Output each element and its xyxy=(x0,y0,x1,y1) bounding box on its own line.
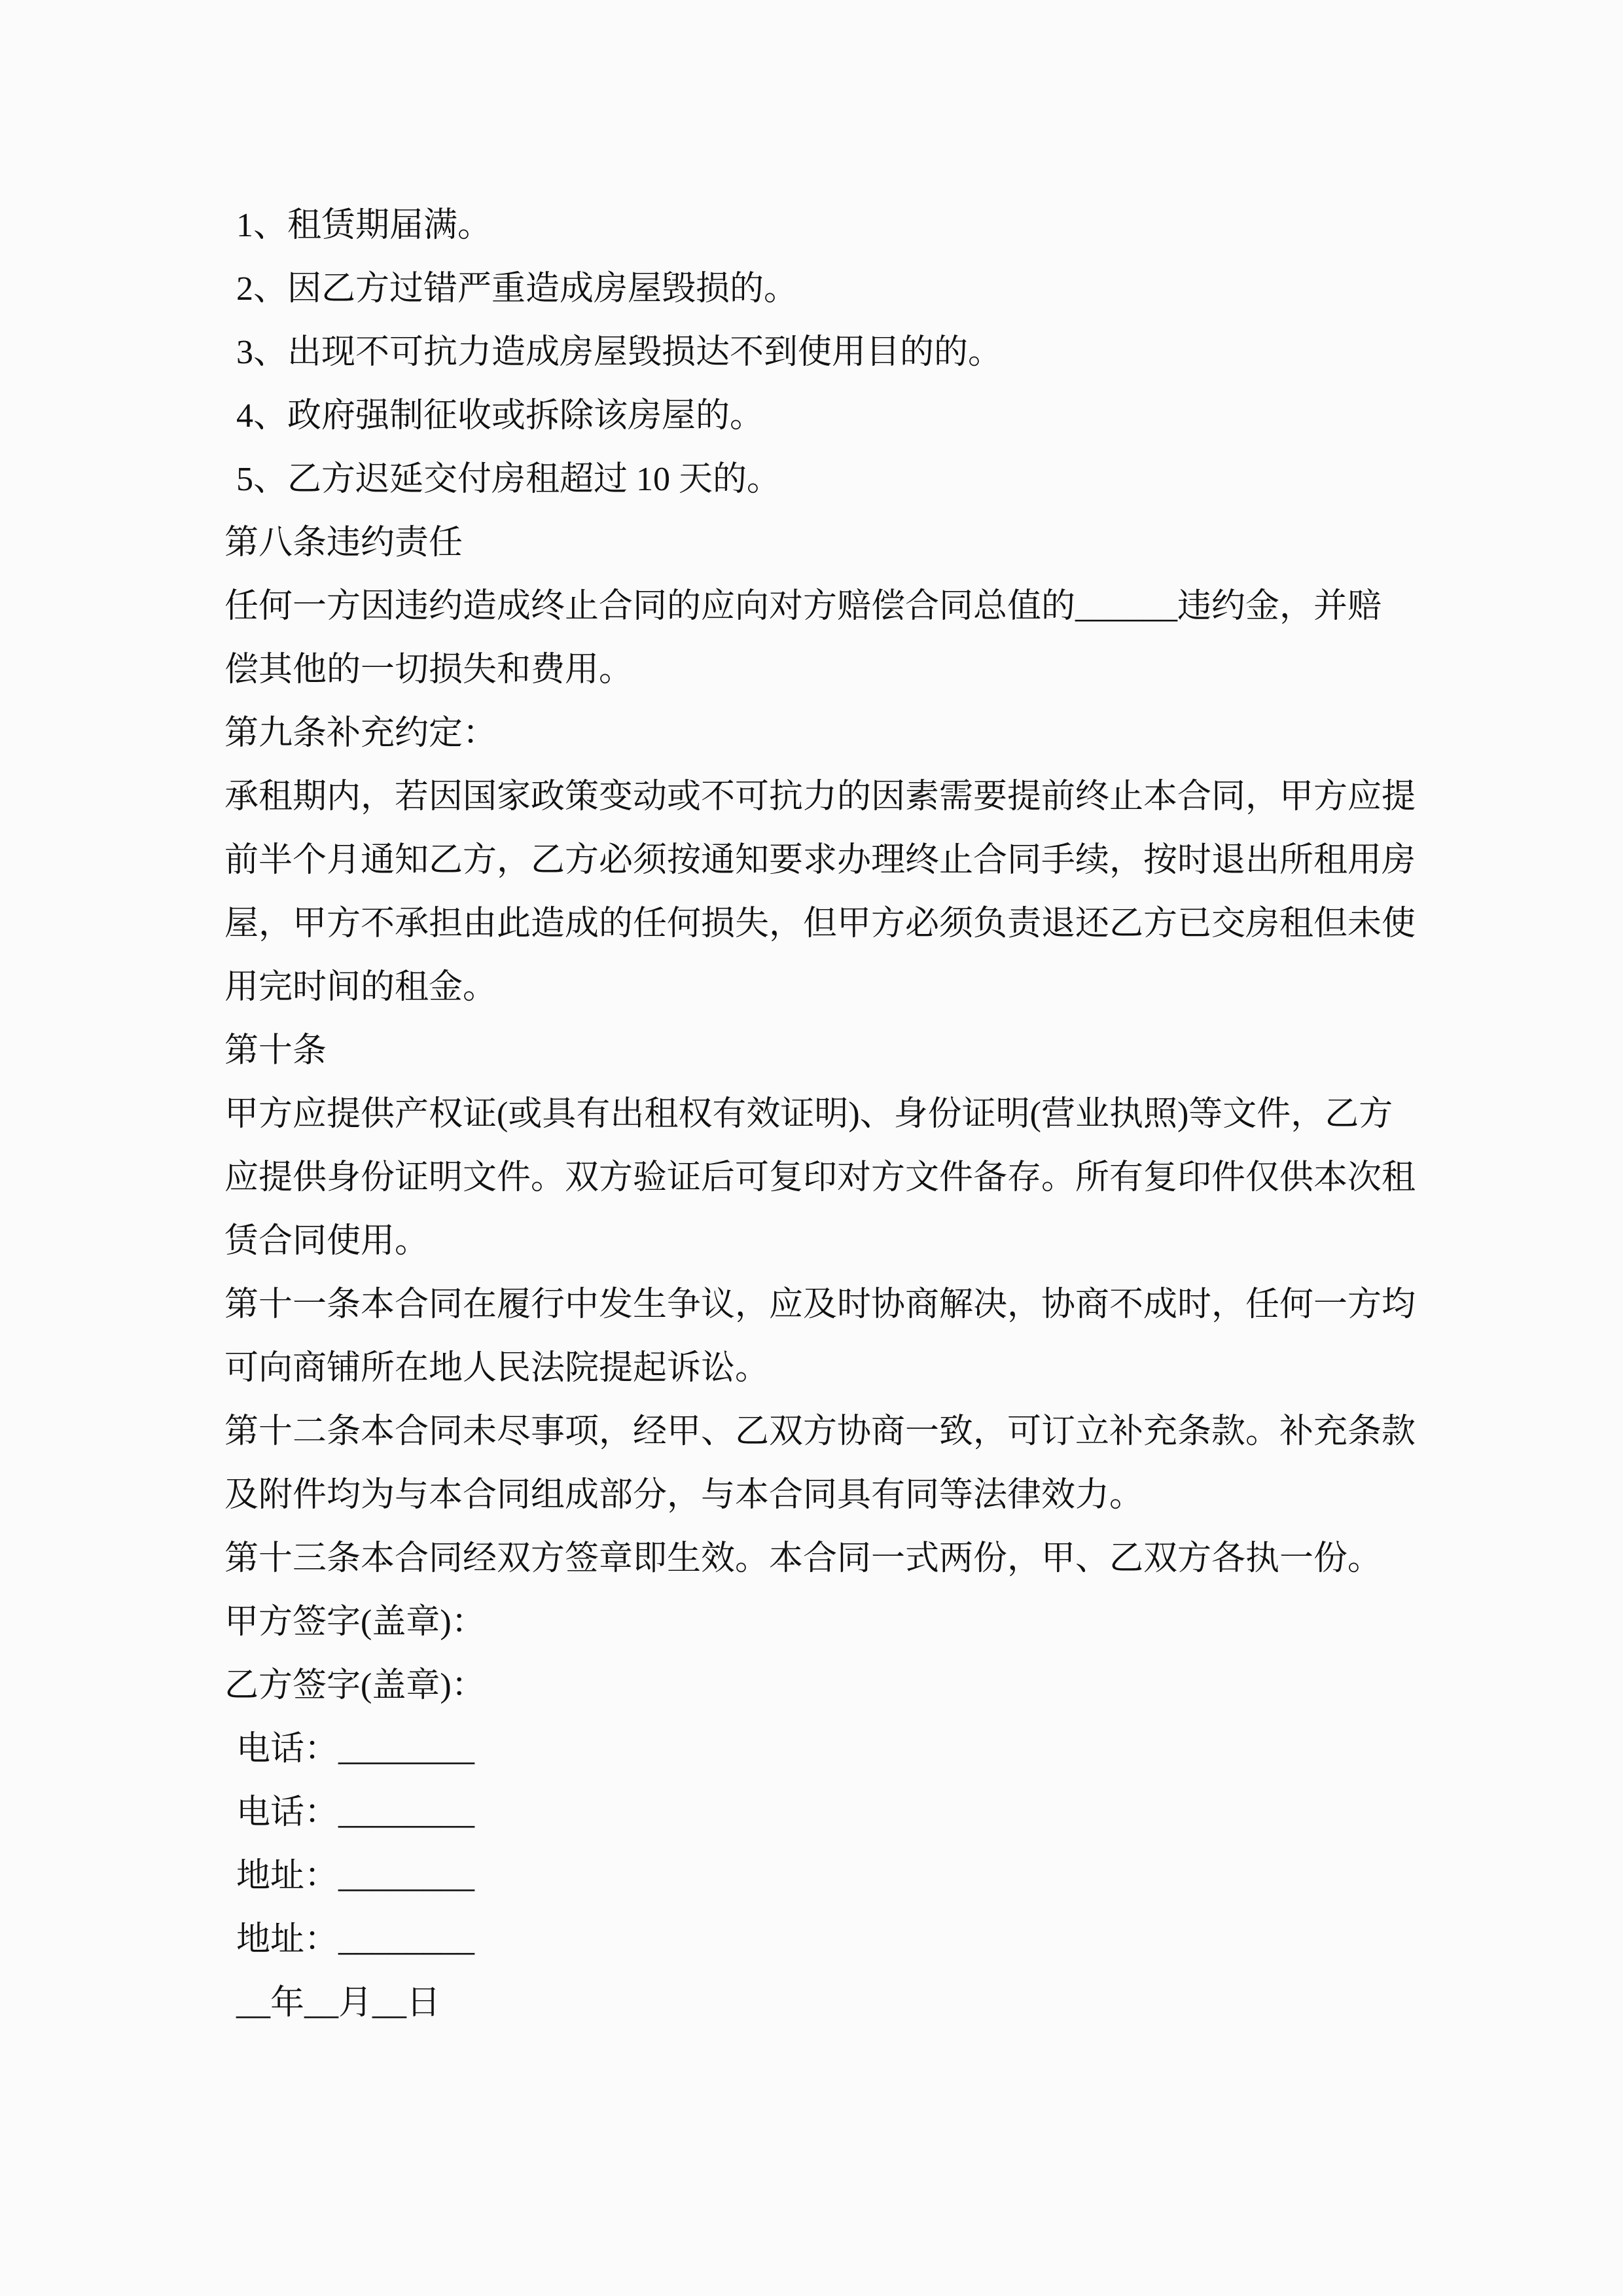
termination-item-2: 2、因乙方过错严重造成房屋毁损的。 xyxy=(236,270,798,308)
phone-blank-field-2: 电话：________ xyxy=(236,1794,475,1831)
termination-item-1: 1、租赁期届满。 xyxy=(236,207,492,244)
clause-8-body-line-1: 任何一方因违约造成终止合同的应向对方赔偿合同总值的______违约金，并赔 xyxy=(224,588,1382,625)
termination-item-4: 4、政府强制征收或拆除该房屋的。 xyxy=(236,397,764,435)
clause-13-line: 第十三条本合同经双方签章即生效。本合同一式两份，甲、乙双方各执一份。 xyxy=(224,1540,1382,1577)
clause-11-line-1: 第十一条本合同在履行中发生争议，应及时协商解决，协商不成时，任何一方均 xyxy=(224,1286,1416,1323)
date-blank-line: __年__月__日 xyxy=(236,1984,441,2022)
clause-12-line-2: 及附件均为与本合同组成部分，与本合同具有同等法律效力。 xyxy=(224,1477,1144,1514)
clause-11-line-2: 可向商铺所在地人民法院提起诉讼。 xyxy=(224,1350,770,1387)
clause-10-body-line-1: 甲方应提供产权证(或具有出租权有效证明)、身份证明(营业执照)等文件，乙方 xyxy=(224,1096,1393,1133)
clause-12-line-1: 第十二条本合同未尽事项，经甲、乙双方协商一致，可订立补充条款。补充条款 xyxy=(224,1413,1416,1450)
party-b-signature-label: 乙方签字(盖章)： xyxy=(224,1667,486,1704)
address-blank-field-1: 地址：________ xyxy=(236,1857,475,1895)
address-blank-field-2: 地址：________ xyxy=(236,1921,475,1958)
contract-text-block xyxy=(224,194,1418,2035)
clause-9-body-line-3: 屋，甲方不承担由此造成的任何损失，但甲方必须负责退还乙方已交房租但未使 xyxy=(224,905,1416,942)
clause-10-body-line-2: 应提供身份证明文件。双方验证后可复印对方文件备存。所有复印件仅供本次租 xyxy=(224,1159,1416,1196)
clause-9-body-line-4: 用完时间的租金。 xyxy=(224,969,497,1006)
clause-8-body-line-2: 偿其他的一切损失和费用。 xyxy=(224,651,633,689)
clause-9-body-line-1: 承租期内，若因国家政策变动或不可抗力的因素需要提前终止本合同，甲方应提 xyxy=(224,778,1416,816)
clause-10-heading: 第十条 xyxy=(224,1032,327,1069)
termination-item-3: 3、出现不可抗力造成房屋毁损达不到使用目的的。 xyxy=(236,334,1003,371)
clause-10-body-line-3: 赁合同使用。 xyxy=(224,1223,429,1260)
termination-item-5: 5、乙方迟延交付房租超过 10 天的。 xyxy=(236,461,781,498)
party-a-signature-label: 甲方签字(盖章)： xyxy=(224,1604,486,1641)
phone-blank-field-1: 电话：________ xyxy=(236,1731,475,1768)
clause-8-heading: 第八条违约责任 xyxy=(224,524,463,562)
clause-9-heading: 第九条补充约定： xyxy=(224,715,497,752)
clause-9-body-line-2: 前半个月通知乙方，乙方必须按通知要求办理终止合同手续，按时退出所租用房 xyxy=(224,842,1416,879)
